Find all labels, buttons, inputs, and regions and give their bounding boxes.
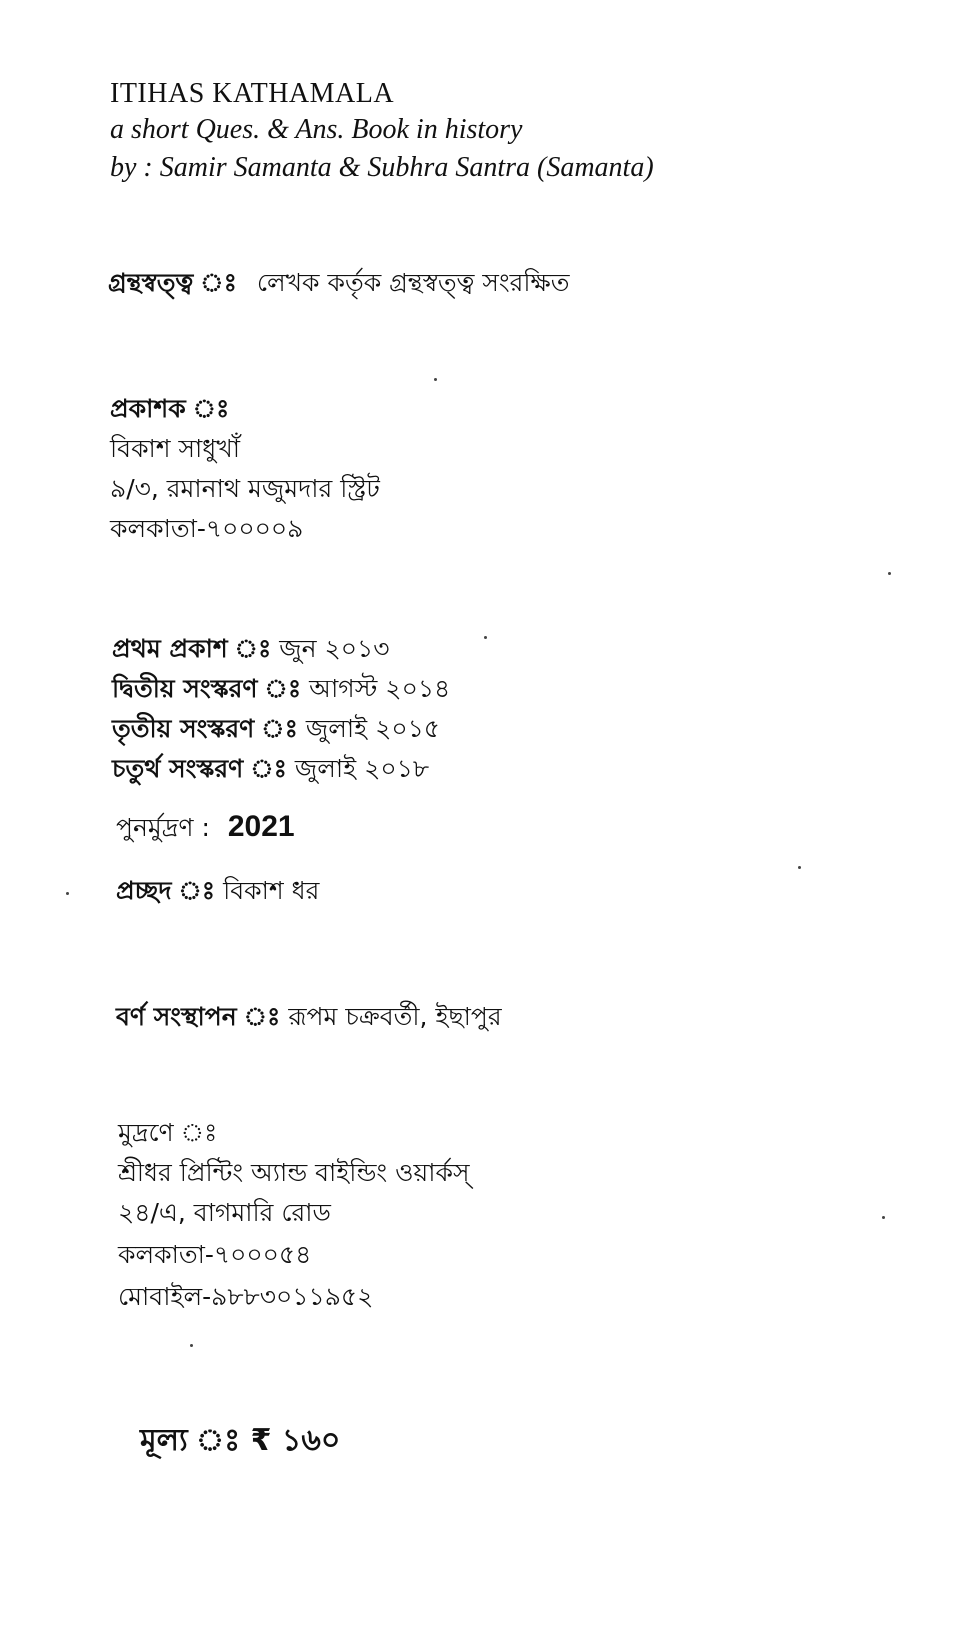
edition-second	[112, 672, 450, 706]
scan-speck	[888, 572, 891, 575]
scan-speck	[66, 892, 69, 895]
typesetting-value: রূপম চক্রবর্তী, ইছাপুর	[288, 1002, 502, 1031]
price-label: মূল্য ঃ	[140, 1423, 241, 1458]
reprint-year: 2021	[227, 810, 295, 843]
scan-speck	[882, 1216, 885, 1219]
printer-mobile: মোবাইল-৯৮৮৩০১১৯৫২	[118, 1282, 374, 1311]
edition-date: জুলাই ২০১৮	[294, 754, 430, 783]
scan-speck	[484, 636, 487, 639]
edition-fourth	[112, 752, 429, 786]
typesetting-line	[116, 1000, 502, 1034]
edition-label: প্রথম প্রকাশ ঃ	[112, 634, 272, 663]
printer-address-line1: ২৪/এ, বাগমারি রোড	[118, 1198, 331, 1227]
publisher-label: প্রকাশক ঃ	[110, 394, 230, 423]
typesetting-label: বর্ণ সংস্থাপন ঃ	[116, 1002, 281, 1031]
reprint-label: পুনর্মুদ্রণ :	[116, 813, 210, 842]
copyright-label: গ্রন্থস্বত্ত্ব ঃ	[108, 268, 237, 297]
copyright-value: লেখক কর্তৃক গ্রন্থস্বত্ত্ব সংরক্ষিত	[256, 268, 570, 297]
publisher-address-line2: কলকাতা-৭০০০০৯	[110, 514, 304, 543]
edition-date: জুন ২০১৩	[279, 634, 390, 663]
cover-label: প্রচ্ছদ ঃ	[116, 876, 216, 905]
printer-address-line2: কলকাতা-৭০০০৫৪	[118, 1240, 312, 1269]
cover-designer: বিকাশ ধর	[223, 876, 320, 905]
scan-speck	[798, 866, 801, 869]
edition-label: চতুর্থ সংস্করণ ঃ	[112, 754, 287, 783]
edition-first	[112, 632, 389, 666]
scan-speck	[434, 378, 437, 381]
reprint-line	[116, 810, 295, 845]
edition-label: তৃতীয় সংস্করণ ঃ	[112, 714, 298, 743]
copyright-line	[108, 266, 570, 300]
book-authors-english: by : Samir Samanta & Subhra Santra (Samanta)	[110, 152, 654, 183]
edition-label: দ্বিতীয় সংস্করণ ঃ	[112, 674, 302, 703]
book-title-english: ITIHAS KATHAMALA	[110, 78, 395, 109]
edition-date: জুলাই ২০১৫	[305, 714, 441, 743]
cover-line	[116, 874, 319, 908]
price-value: ₹ ১৬০	[250, 1423, 341, 1458]
publisher-address-line1: ৯/৩, রমানাথ মজুমদার স্ট্রিট	[110, 474, 380, 503]
edition-date: আগস্ট ২০১৪	[309, 674, 451, 703]
scan-speck	[190, 1344, 193, 1347]
book-subtitle-english: a short Ques. & Ans. Book in history	[110, 114, 523, 145]
printer-label: মুদ্রণে ঃ	[118, 1118, 218, 1147]
publisher-name: বিকাশ সাধুখাঁ	[110, 434, 240, 463]
edition-third	[112, 712, 440, 746]
price-line	[140, 1424, 340, 1458]
printer-name: শ্রীধর প্রিন্টিং অ্যান্ড বাইন্ডিং ওয়ার্কস্	[118, 1158, 470, 1187]
